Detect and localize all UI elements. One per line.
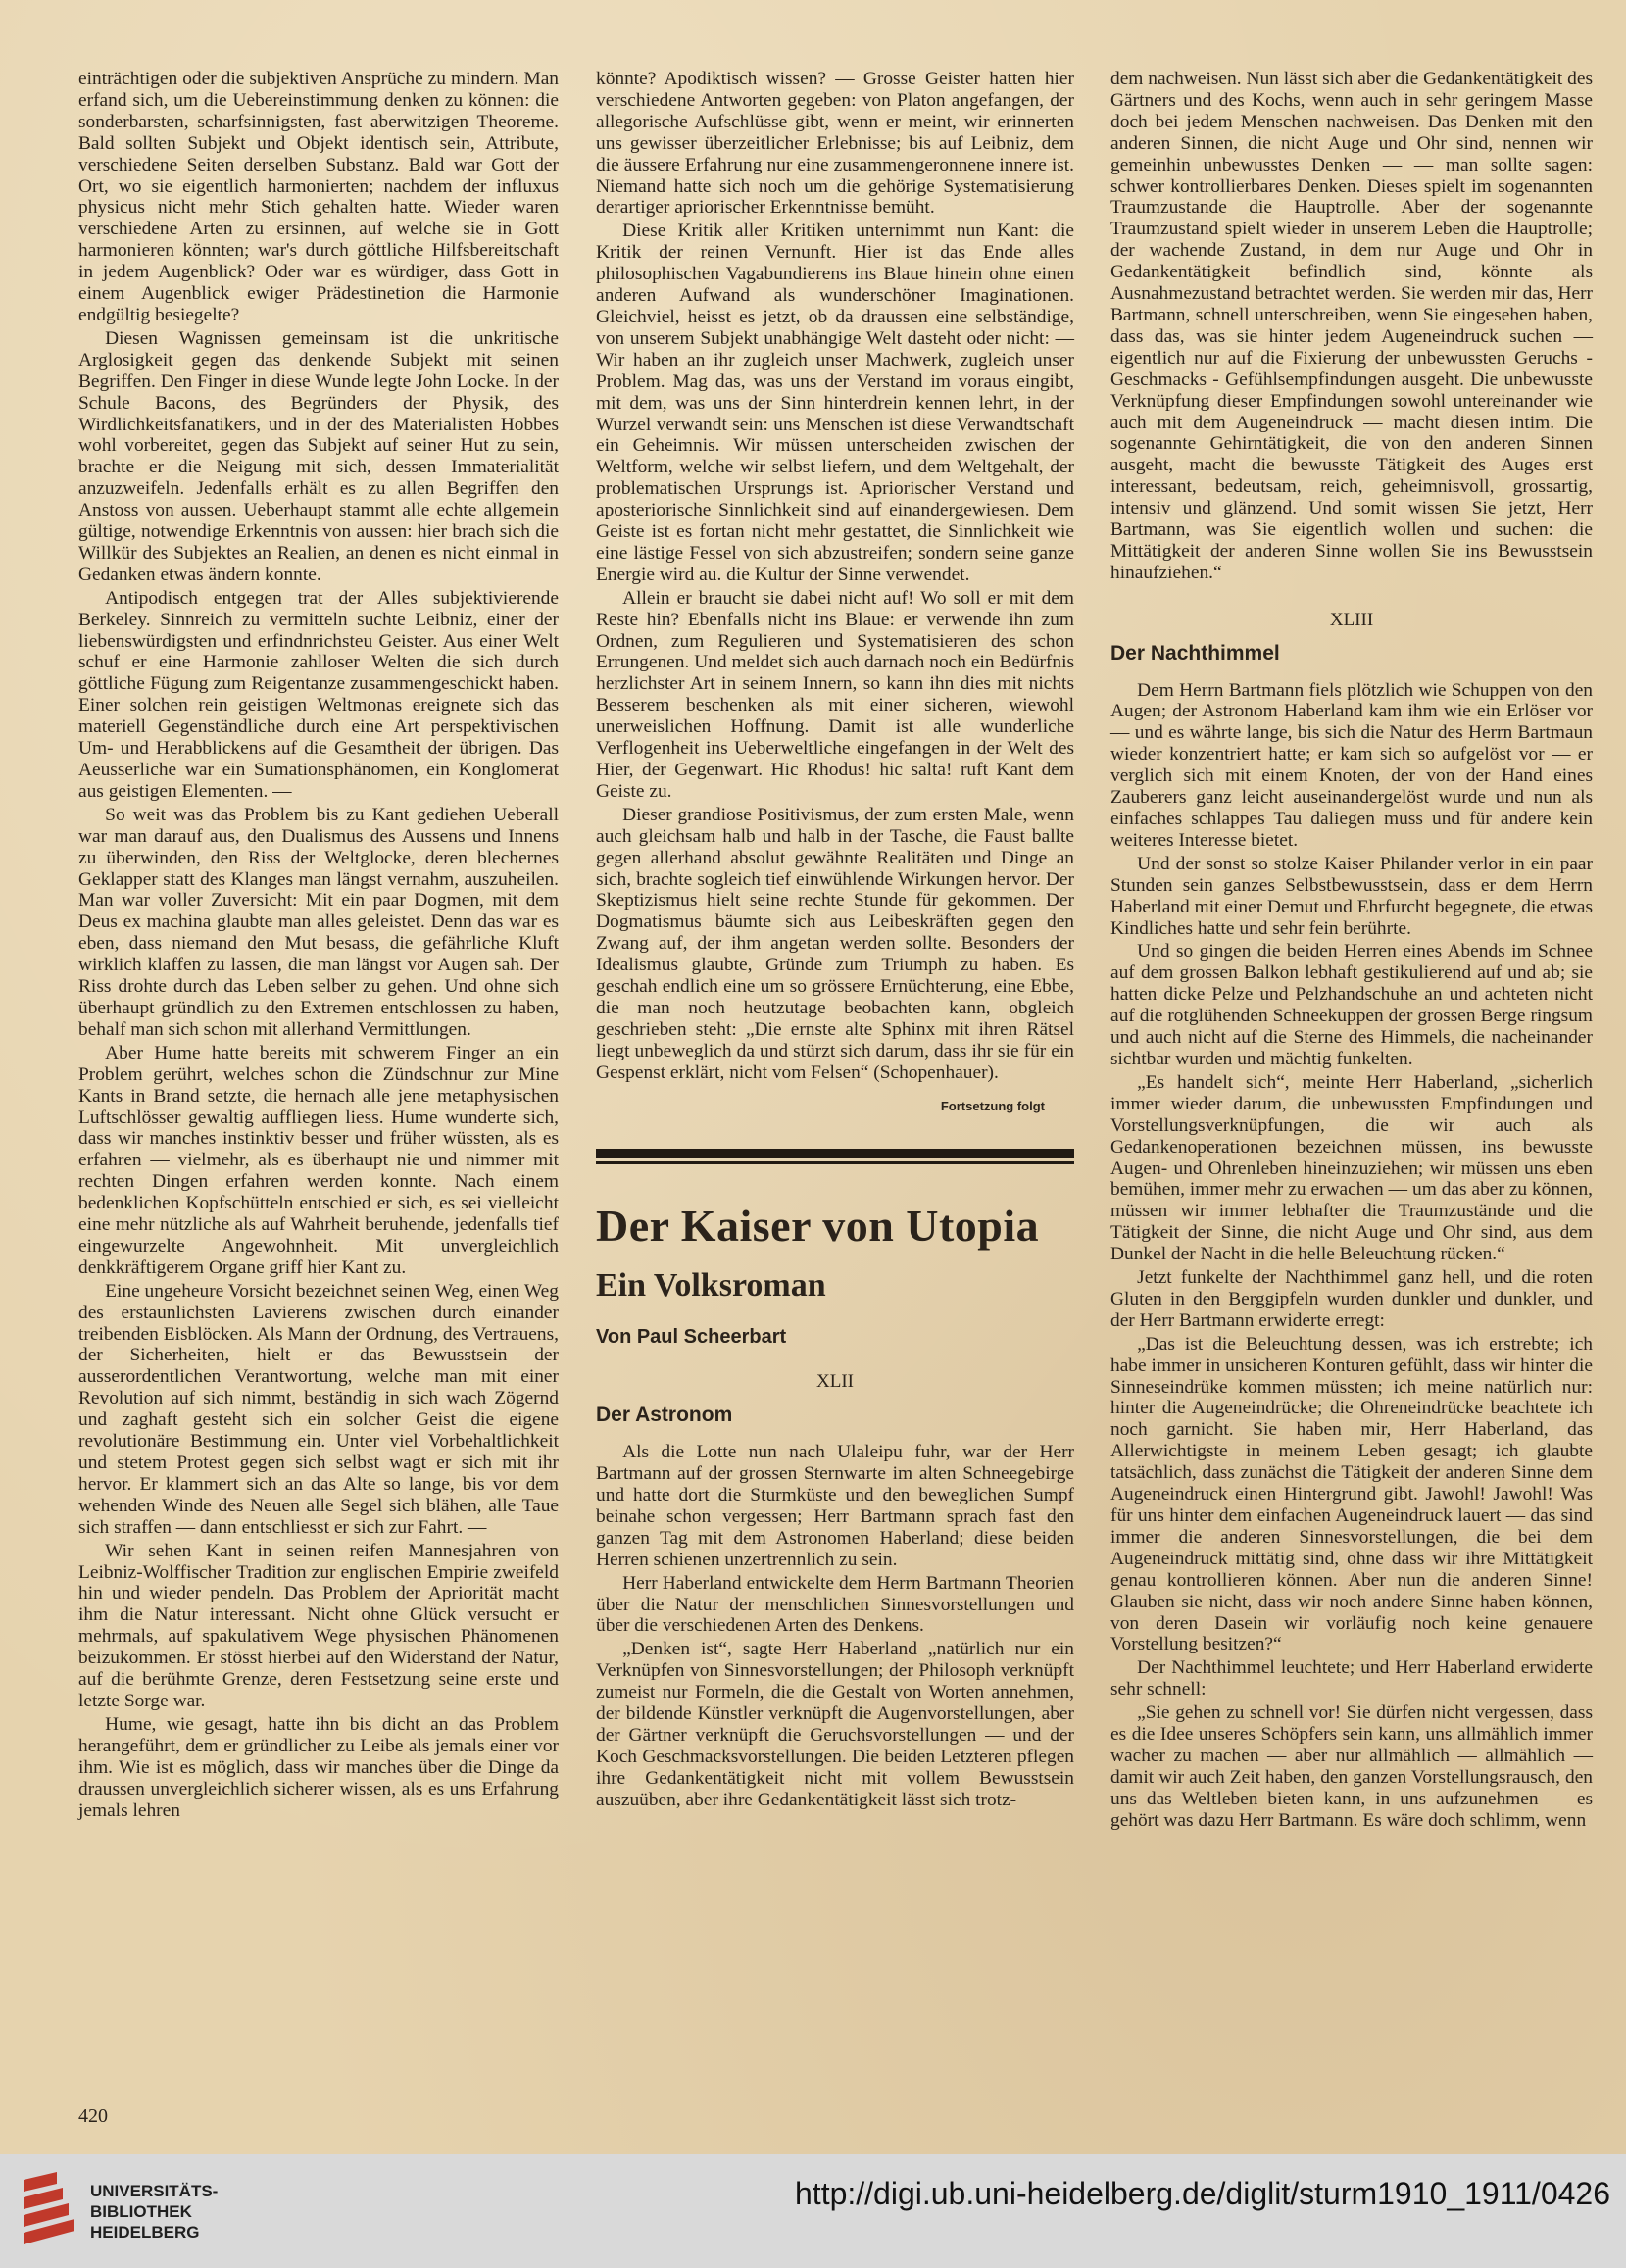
paragraph: Wir sehen Kant in seinen reifen Mannesjahren von Leibniz-Wolffischer Tradition zur englischen Empirie zweifeld hin und wieder pendeln. Das Problem der Apriorität macht ihm die Natur interessant. Nicht ohne Glück versucht er mehrmals, auf spakulativem Wege physischen Phänomenen beizukommen. Er stösst hierbei auf den Widerstand der Natur, auf die berühmte Grenze, deren Festsetzung seine erste und letzte Sorge war. xyxy=(78,1540,559,1711)
footer-bar xyxy=(0,2154,1626,2268)
paragraph: Als die Lotte nun nach Ulaleipu fuhr, war der Herr Bartmann auf der grossen Sternwarte im alten Schneegebirge und hatte dort die Sturmküste und den beweglichen Sumpf beinahe schon vergessen; Herr Bartmann sprach fast den ganzen Tag mit dem Astronomen Haberland; diese beiden Herren schienen unzertrennlich zu sein. xyxy=(596,1442,1074,1570)
column-3 xyxy=(1110,69,1593,1834)
paragraph: dem nachweisen. Nun lässt sich aber die Gedankentätigkeit des Gärtners und des Kochs, wenn auch in sehr geringem Masse doch bei jedem Menschen nachweisen. Das Denken mit den anderen Sinnen, die nicht Auge und Ohr sind, nennen wir gemeinhin unbewusstes Denken — — man sollte sagen: schwer kontrollierbares Denken. Dieses spielt im sogenannten Traumzustande die Hauptrolle. Aber der sogenannte Traumzustand spielt wieder in unserem Leben die Hauptrolle; der wachende Zustand, in dem nur Auge und Ohr in Gedankentätigkeit befindlich sind, könnte als Ausnahmezustand betrachtet werden. Sie werden mir das, Herr Bartmann, schnell unterschreiben, wenn Sie eingesehen haben, dass das, was sie hinter jedem Augeneindruck suchen — eigentlich nur auf die Fixierung der unbewussten Geruchs - Geschmacks - Gefühlsempfindungen ausgeht. Die unbewusste Verknüpfung dieser Empfindungen sowohl untereinander wie auch mit dem Augeneindruck — macht diesen intim. Die sogenannte Gehirntätigkeit, die von den anderen Sinnen ausgeht, macht die bewusste Tätigkeit des Auges erst interessant, bedeutsam, reich, geheimnisvoll, grossartig, intensiv und glänzend. Und somit wissen Sie jetzt, Herr Bartmann, was Sie eigentlich wollen und suchen: die Mittätigkeit der anderen Sinne wollen Sie ins Bewusstsein hinaufziehen.“ xyxy=(1110,69,1593,583)
paragraph: Dem Herrn Bartmann fiels plötzlich wie Schuppen von den Augen; der Astronom Haberland kam ihm wie ein Erlöser vor — und es währte lange, bis sich die Natur des Herrn Bartmaun wieder konzentriert hatte; er kam sich so aufgelöst vor — er verglich sich mit einem Knoten, der von der Hand eines Zauberers ganz leicht auseinandergelöst wurde und nun als einfaches schlappes Tau daliegen muss und für andere kein weiteres Interesse bietet. xyxy=(1110,679,1593,851)
paragraph: „Denken ist“, sagte Herr Haberland „natürlich nur ein Verknüpfen von Sinnesvorstellungen; der Philosoph verknüpft zumeist nur Formeln, die die Gestalt von Worten annehmen, der bildende Künstler verknüpft die Augenvorstellungen, aber der Gärtner verknüpft die Geruchsvorstellungen — und der Koch Geschmacksvorstellungen. Die beiden Letzteren pflegen ihre Gedankentätigkeit nicht mit vollem Bewusstsein auszuüben, aber ihre Gedankentätigkeit lässt sich trotz- xyxy=(596,1639,1074,1810)
paragraph: Und der sonst so stolze Kaiser Philander verlor in ein paar Stunden sein ganzes Selbstbewusstsein, dass er dem Herrn Haberland mit einer Demut und Ehrfurcht begegnete, die etwas Kindliches hatte und sehr fein berührte. xyxy=(1110,853,1593,939)
column-1 xyxy=(78,69,559,1823)
paragraph: „Sie gehen zu schnell vor! Sie dürfen nicht vergessen, dass es die Idee unseres Schöpfers sein kann, uns allmählich immer wacher zu machen — aber nur allmählich — allmählich — damit wir auch Zeit haben, den ganzen Vorstellungsrausch, den uns das Weltleben bieten kann, in uns aufzunehmen — es gehört was dazu Herr Bartmann. Es wäre doch schlimm, wenn xyxy=(1110,1702,1593,1831)
section-divider-thick xyxy=(596,1149,1074,1158)
paragraph: „Das ist die Beleuchtung dessen, was ich erstrebte; ich habe immer in unsicheren Konturen gefühlt, dass wir hinter die Sinneseindrüke kommen müssten; ich meine natürlich nur: hinter die Augeneindrücke; die Ohreneindrücke beachtete ich noch garnicht. Sie haben mir, Herr Haberland, das Allerwichtigste in meinem Leben gesagt; ich glaubte tatsächlich, dass zunächst die Tätigkeit der anderen Sinne dem Augeneindruck einen Hintergrund gibt. Jawohl! Jawohl! Was für uns hinter dem einfachen Augeneindruck lauert — das sind immer die anderen Sinnesvorstellungen, die bei dem Augeneindruck mittätig sind, ohne dass wir ihre Mittätigkeit genau kontrollieren können. Aber nun die anderen Sinne! Glauben sie nicht, dass wir noch andere Sinne haben können, von deren Dasein wir vorläufig noch keine genauere Vorstellung besitzen?“ xyxy=(1110,1333,1593,1655)
page-number: 420 xyxy=(78,2105,108,2127)
paragraph: könnte? Apodiktisch wissen? — Grosse Geister hatten hier verschiedene Antworten gegeben: von Platon angefangen, der allegorische Aufschlüsse gibt, wenn er meint, wir erinnerten uns gewisser überzeitlicher Erlebnisse; bis auf Leibniz, dem die äussere Erfahrung nur eine zusammengeronnene innere ist. Niemand hatte sich noch um die gehörige Systematisierung derartiger apriorischer Erkenntnisse bemüht. xyxy=(596,69,1074,219)
paragraph: Hume, wie gesagt, hatte ihn bis dicht an das Problem herangeführt, dem er gründlicher zu Leibe als jemals einer vor ihm. Wie ist es möglich, dass wir manches über die Dinge da draussen unvergleichlich sicherer wissen, als es uns Erfahrung jemals lehren xyxy=(78,1713,559,1821)
novel-text-continued xyxy=(1110,69,1593,584)
paragraph: So weit was das Problem bis zu Kant gediehen Ueberall war man darauf aus, den Dualismus des Aussens und Innens zu überwinden, den Riss der Weltglocke, deren blechernes Geklapper statt des Klanges man längst vernahm, auszuheilen. Man war voller Zuversicht: Mit ein paar Dogmen, mit dem Deus ex machina glaubte man alles geleistet. Denn das war es eben, dass niemand den Mut besass, die gefährliche Kluft wirklich klaffen zu lassen, die man längst vor Augen sah. Der Riss drohte durch das Leben selber zu gehen. Und ohne sich überhaupt gründlich zu den Extremen entschlossen zu haben, behalf man sich schon mit allerhand Vermittlungen. xyxy=(78,804,559,1040)
source-url-link[interactable]: http://digi.ub.uni-heidelberg.de/diglit/sturm1910_1911/0426 xyxy=(795,2176,1610,2211)
library-logo-icon xyxy=(18,2170,78,2248)
paragraph: Und so gingen die beiden Herren eines Abends im Schnee auf dem grossen Balkon lebhaft gestikulierend auf und ab; sie hatten dicke Pelze und Pelzhandschuhe an und achteten nicht auf die rotglühenden Schneekuppen der grossen Berge ringsum und auch nicht auf die Sterne des Himmels, die nacheinander sichtbar wurden und mächtig funkelten. xyxy=(1110,941,1593,1069)
novel-subtitle: Ein Volksroman xyxy=(596,1266,826,1304)
chapter-title: Der Astronom xyxy=(596,1404,733,1427)
paragraph: Diese Kritik aller Kritiken unternimmt nun Kant: die Kritik der reinen Vernunft. Hier ist das Ende alles philosophischen Vagabundierens ins Blaue hinein ohne einen anderen Aufwand als wunderschöner Imaginationen. Gleichviel, heisst es jetzt, ob da draussen eine selbständige, von unserem Subjekt unabhängige Welt dasteht oder nicht: — Wir haben an ihr zugleich unser Machwerk, zugleich unser Problem. Mag das, was uns der Verstand im voraus eingibt, mit dem, was uns der Sinn hinterdrein kennen lehrt, in der Wurzel verwandt sein: uns Menschen ist diese Verwandtschaft ein Geheimnis. Wir müssen unterscheiden zwischen der Weltform, welche wir selbst liefern, und dem Weltgehalt, der problematischen Ursprungs ist. Apriorischer Verstand und aposteriorische Sinnlichkeit sind auf einandergewiesen. Dem Geiste ist es fortan nicht mehr gestattet, die Sinnlichkeit wie eine lästige Fessel von sich abzustreifen; sondern seine ganze Energie wird au. die Kultur der Sinne verwendet. xyxy=(596,221,1074,585)
novel-author: Von Paul Scheerbart xyxy=(596,1325,787,1348)
novel-title: Der Kaiser von Utopia xyxy=(596,1200,1040,1251)
library-line: UNIVERSITÄTS- xyxy=(90,2182,219,2200)
library-line: BIBLIOTHEK xyxy=(90,2202,192,2221)
paragraph: Herr Haberland entwickelte dem Herrn Bartmann Theorien über die Natur der menschlichen Sinnesvorstellungen und über die verschiedenen Arten des Denkens. xyxy=(596,1572,1074,1637)
paragraph: Dieser grandiose Positivismus, der zum ersten Male, wenn auch gleichsam halb und halb in der Tasche, die Faust ballte gegen allerhand absolut gewähnte Realitäten und Dinge an sich, brachte sogleich tief einwühlende Wirkungen hervor. Der Skeptizismus hielt seine rechte Stunde für gekommen. Der Dogmatismus bäumte sich aus Leibeskräften gegen den Zwang auf, der ihm angetan werden sollte. Besonders der Idealismus glaubte, Gründe zum Triumph zu haben. Es geschah endlich eine um so grössere Ernüchterung, eine Ebbe, die man noch heutzutage beobachten kann, obgleich geschrieben steht: „Die ernste alte Sphinx mit ihren Rätsel liegt unbeweglich da und stürzt sich darum, dass ihr sie für ein Gespenst erklärt, nicht vom Felsen“ (Schopenhauer). xyxy=(596,804,1074,1083)
paragraph: Antipodisch entgegen trat der Alles subjektivierende Berkeley. Sinnreich zu vermitteln suchte Leibniz, einer der liebenswürdigsten und erfindnrichsteu Geister. Aus einer Welt schuf er eine Harmonie zahlloser Welten die sich durch göttliche Fügung zum Reigentanze zusammengeschickt haben. Einer solchen rein geistigen Weltmonas ereignete sich das materiell Gegenständliche durch eine Art perspektivischen Um- und Herabblickens auf die Gesamtheit der übrigen. Das Aeusserliche war ein Sumationsphänomen, ein Konglomerat aus geistigen Elementen. — xyxy=(78,587,559,802)
paragraph: Diesen Wagnissen gemeinsam ist die unkritische Arglosigkeit gegen das denkende Subjekt mit seinen Begriffen. Den Finger in diese Wunde legte John Locke. In der Schule Bacons, des Begründers der Physik, des Wirdlichkeitsfanatikers, und in der des Materialisten Hobbes wohl vorbereitet, gegen das Subjekt auf seiner Hut zu sein, brachte er die Neigung mit sich, dessen Immaterialität anzuzweifeln. Jedenfalls erhält es zu allen Begriffen den Anstoss von aussen. Ueberhaupt stammt alle echte allgemein gültige, notwendige Erkenntnis von aussen: hier brach sich die Willkür des Subjektes an Realien, an denen es nicht einmal in Gedanken etwas ändern konnte. xyxy=(78,327,559,585)
paragraph: Jetzt funkelte der Nachthimmel ganz hell, und die roten Gluten in den Berggipfeln wurden dunkler und dunkler, und der Herr Bartmann erwiderte erregt: xyxy=(1110,1267,1593,1331)
chapter-text xyxy=(1110,680,1593,1832)
chapter-title: Der Nachthimmel xyxy=(1110,641,1280,665)
essay-continuation xyxy=(596,69,1074,1084)
paragraph: Eine ungeheure Vorsicht bezeichnet seinen Weg, einen Weg des erstaunlichsten Lavierens zwischen durch einander treibenden Eisblöcken. Als Mann der Ordnung, des Vertrauens, der Sicherheiten, hielt er das Bewusstsein der ausserordentlichen Verantwortung, welche man mit einer Revolution auf sich nimmt, beständig in sich wach Zögernd und zaghaft gesteht sich ein solcher Geist die eigene revolutionäre Bestimmung ein. Unter viel Vorbehaltlichkeit und stetem Protest gegen sich selbst wagt er sich mit ihr hervor. Er klammert sich an das Alte so lange, bis vor dem wehenden Winde des Neuen alle Segel sich blähen, alle Taue sich straffen — dann entschliesst er sich zur Fahrt. — xyxy=(78,1280,559,1538)
library-line: HEIDELBERG xyxy=(90,2223,200,2242)
column-2 xyxy=(596,69,1074,1813)
paragraph: „Es handelt sich“, meinte Herr Haberland, „sicherlich immer wieder darum, die unbewussten Empfindungen und Vorstellungsverknüpfungen, die wir auch als Gedankenoperationen bezeichnen müssen, ins bewusste Augen- und Ohrenleben hineinzuziehen; wir müssen uns eben bemühen, immer mehr zu erwachen — um das aber zu können, müssen wir immer lebhafter die Traumzustände und die Tätigkeit der Sinne, die nicht Auge und Ohr sind, aus dem Dunkel der Nacht in die helle Beleuchtung rücken.“ xyxy=(1110,1071,1593,1265)
library-name xyxy=(90,2181,218,2243)
paragraph: Aber Hume hatte bereits mit schwerem Finger an ein Problem gerührt, welches schon die Zündschnur zur Mine Kants in Brand setzte, die hernach alle jene metaphysischen Luftschlösser gewaltig auffliegen liess. Hume wunderte sich, dass wir manches instinktiv besser und früher wüssten, als es erfahren — vielmehr, als es überhaupt nie und nimmer mit rechten Dingen erfahren werden konnte. Nach einem bedenklichen Kopfschütteln entschied er sich, es sei vielleicht eine mehr nützliche als auf Wahrheit beruhende, jedenfalls tief eingewurzelte Angewohnheit. Mit unvergleichlich denkkräftigerem Organe griff hier Kant zu. xyxy=(78,1042,559,1278)
novel-text xyxy=(596,1442,1074,1810)
paragraph: Allein er braucht sie dabei nicht auf! Wo soll er mit dem Reste hin? Ebenfalls nicht ins Blaue: er verwende ihn zum Ordnen, zum Regulieren und Systematisieren des schon Errungenen. Und meldet sich auch darnach noch ein Bedürfnis herzlichster Art in seinem Innern, so kann ihn dies mit nichts Besserem beschenken als mit einer sicheren, wiewohl unerweislichen Hoffnung. Damit ist alle wunderliche Verflogenheit ins Ueberweltliche eingefangen in der Welt des Hier, der Gegenwart. Hic Rhodus! hic salta! ruft Kant dem Geiste zu. xyxy=(596,587,1074,802)
chapter-number: XLIII xyxy=(1329,609,1374,630)
paragraph: Der Nachthimmel leuchtete; und Herr Haberland erwiderte sehr schnell: xyxy=(1110,1657,1593,1701)
continued-note: Fortsetzung folgt xyxy=(940,1098,1045,1113)
paragraph: einträchtigen oder die subjektiven Ansprüche zu mindern. Man erfand sich, um die Uebereinstimmung denken zu können: die sonderbarsten, scharfsinnigsten, fast aberwitzigen Theoreme. Bald sollten Subjekt und Objekt identisch sein, Attribute, verschiedene Seiten derselben Substanz. Bald war Gott der Ort, wo sie eigentlich harmonierten; nachdem der influxus physicus nicht mehr Stich gehalten hatte. Wieder waren verschiedene Arten zu ersinnen, auf welche sie in Gott harmonieren könnten; war's durch göttliche Hilfsbereitschaft in jedem Augenblick? Oder war es würdiger, dass Gott in einem Augenblick ewiger Prädestinetion die Harmonie endgültig besiegelte? xyxy=(78,69,559,325)
section-divider-thin xyxy=(596,1161,1074,1164)
chapter-number: XLII xyxy=(816,1371,854,1393)
